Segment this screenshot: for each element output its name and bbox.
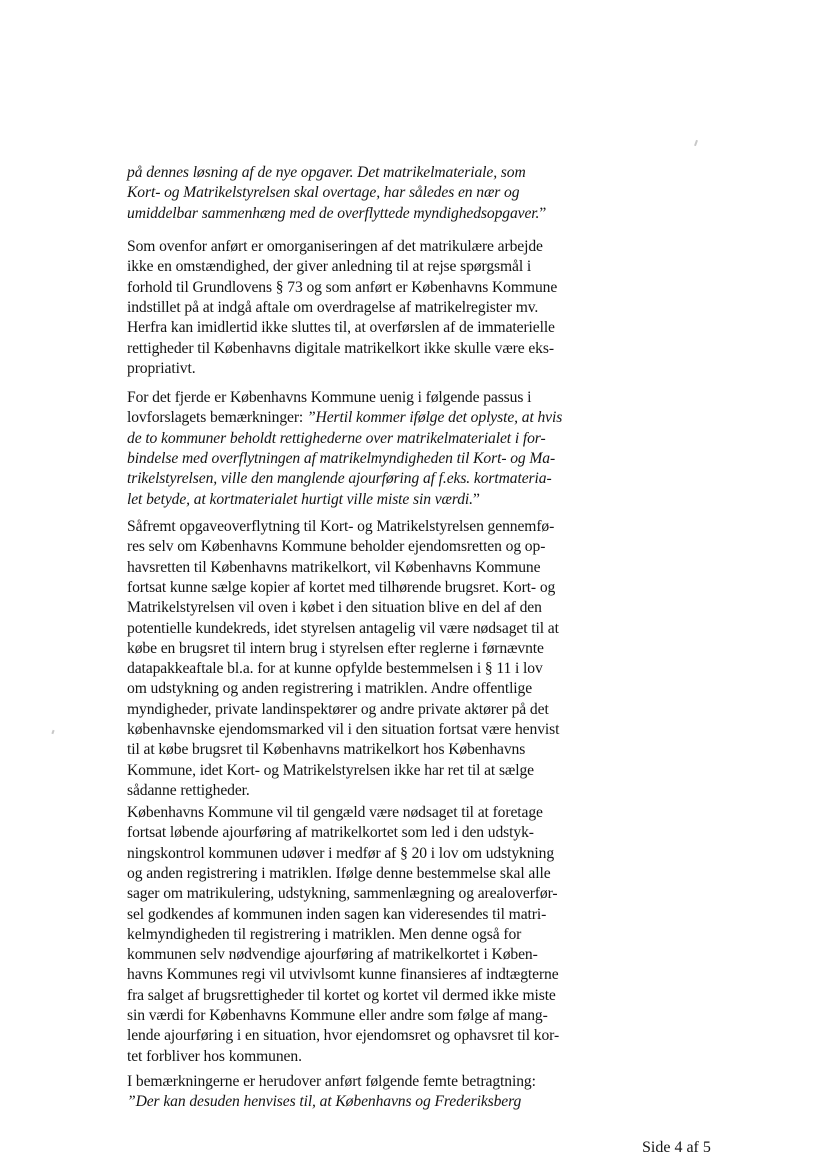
scan-speck <box>51 730 54 734</box>
text-segment: Herfra kan imidlertid ikke sluttes til, at overførslen af de immaterielle <box>127 319 555 337</box>
text-segment: fra salget af brugsrettigheder til kortet og kortet vil dermed ikke miste <box>127 986 556 1004</box>
text-line <box>127 407 562 428</box>
text-segment: til at købe brugsret til Københavns matrikelkort hos Københavns <box>127 741 526 759</box>
text-line <box>127 924 521 945</box>
text-line <box>127 297 538 318</box>
text-segment: trikelstyrelsen, ville den manglende ajourføring af f.eks. kortmateria- <box>127 470 552 488</box>
text-line <box>127 618 559 639</box>
page-number: Side 4 af 5 <box>642 1139 711 1156</box>
text-line <box>127 516 554 537</box>
text-segment: myndigheder, private landinspektører og andre private aktører på det <box>127 700 549 718</box>
text-line <box>127 658 543 679</box>
text-line <box>127 387 531 408</box>
text-segment: propriativt. <box>127 359 196 377</box>
text-segment: Københavns Kommune vil til gengæld være nødsaget til at foretage <box>127 804 543 821</box>
text-segment: købe en brugsret til intern brug i styrelsen efter reglerne i førnævnte <box>127 639 544 657</box>
text-segment: lende ajourføring i en situation, hvor ejendomsret og ophavsret til kor- <box>127 1027 560 1045</box>
text-segment: havsretten til Københavns matrikelkort, vil Københavns Kommune <box>127 558 541 576</box>
text-segment: ” <box>472 490 480 508</box>
text-line <box>127 236 543 257</box>
text-line <box>127 719 559 740</box>
text-line <box>127 162 526 183</box>
text-segment: Som ovenfor anført er omorganiseringen af det matrikulære arbejde <box>127 238 543 255</box>
text-segment: ”Der kan desuden henvises til, at Københavns og Frederiksberg <box>127 1093 522 1111</box>
text-segment: om udstykning og anden registrering i matriklen. Andre offentlige <box>127 680 533 698</box>
text-segment: let betyde, at kortmaterialet hurtigt ville miste sin værdi. <box>127 490 473 508</box>
text-segment: datapakkeaftale bl.a. for at kunne opfylde bestemmelsen i § 11 i lov <box>127 660 543 678</box>
text-segment: res selv om Københavns Kommune beholder ejendomsretten og op- <box>127 538 546 556</box>
text-line <box>127 1091 521 1112</box>
text-line <box>127 638 544 659</box>
text-line <box>127 577 555 598</box>
text-line <box>127 985 556 1006</box>
text-line <box>127 1071 536 1092</box>
text-segment: potentielle kundekreds, idet styrelsen antagelig vil være nødsaget til at <box>127 619 559 637</box>
text-line <box>127 489 480 510</box>
text-line <box>127 822 534 843</box>
text-segment: lovforslagets bemærkninger: <box>127 409 307 427</box>
text-segment: ”Hertil kommer ifølge det oplyste, at hvis <box>306 409 563 427</box>
text-segment: kommunen selv nødvendige ajourføring af matrikelkortet i Køben- <box>127 946 538 964</box>
text-line <box>127 964 559 985</box>
text-segment: tet forbliver hos kommunen. <box>127 1047 302 1065</box>
text-line <box>127 678 532 699</box>
text-line <box>127 780 250 801</box>
text-line <box>127 557 540 578</box>
text-segment: Kort- og Matrikelstyrelsen skal overtage, har således en nær og <box>127 184 520 202</box>
text-line <box>127 256 531 277</box>
text-segment: havns Kommunes regi vil utvivlsomt kunne finansieres af indtægterne <box>127 966 559 984</box>
text-segment: de to kommuner beholdt rettighederne over matrikelmaterialet i for- <box>127 429 546 447</box>
text-line <box>127 739 525 760</box>
text-line <box>127 468 552 489</box>
text-line <box>127 182 519 203</box>
text-line <box>127 203 546 224</box>
text-segment: sin værdi for Københavns Kommune eller andre som følge af mang- <box>127 1007 548 1024</box>
text-segment: på dennes løsning af de nye opgaver. Det matrikelmateriale, som <box>127 164 526 181</box>
text-segment: umiddelbar sammenhæng med de overflyttede myndighedsopgaver. <box>127 204 540 222</box>
text-segment: fortsat kunne sælge kopier af kortet med tilhørende brugsret. Kort- og <box>127 578 556 596</box>
text-segment: bindelse med overflytningen af matrikelmyndigheden til Kort- og Ma- <box>127 449 556 467</box>
text-segment: københavnske ejendomsmarked vil i den situation fortsat være henvist <box>127 721 560 738</box>
text-segment: Såfremt opgaveoverflytning til Kort- og Matrikelstyrelsen gennemfø- <box>127 518 555 535</box>
text-line <box>127 597 542 618</box>
text-line <box>127 802 543 823</box>
text-line <box>127 1046 302 1067</box>
text-segment: For det fjerde er Københavns Kommune uenig i følgende passus i <box>127 389 532 406</box>
text-line <box>127 843 554 864</box>
text-line <box>127 448 555 469</box>
text-segment: ” <box>539 204 547 222</box>
text-segment: sådanne rettigheder. <box>127 781 250 799</box>
text-line <box>127 358 196 379</box>
text-line <box>127 883 557 904</box>
text-segment: sel godkendes af kommunen inden sagen kan videresendes til matri- <box>127 905 547 923</box>
text-segment: Matrikelstyrelsen vil oven i købet i den situation blive en del af den <box>127 599 542 617</box>
text-segment: ikke en omstændighed, der giver anledning til at rejse spørgsmål i <box>127 258 532 276</box>
text-segment: fortsat løbende ajourføring af matrikelkortet som led i den udstyk- <box>127 824 534 842</box>
text-segment: indstillet på at indgå aftale om overdragelse af matrikelregister mv. <box>127 298 539 316</box>
text-line <box>127 317 555 338</box>
text-segment: I bemærkningerne er herudover anført følgende femte betragtning: <box>127 1073 536 1090</box>
text-line <box>127 944 538 965</box>
text-line <box>127 1005 548 1026</box>
text-line <box>127 536 545 557</box>
text-line <box>127 760 534 781</box>
text-line <box>127 904 546 925</box>
text-segment: rettigheder til Københavns digitale matrikelkort ikke skulle være eks- <box>127 339 554 357</box>
text-line <box>127 277 557 298</box>
text-segment: kelmyndigheden til registrering i matriklen. Men denne også for <box>127 925 522 943</box>
text-line <box>127 1025 559 1046</box>
text-segment: Kommune, idet Kort- og Matrikelstyrelsen ikke har ret til at sælge <box>127 761 534 779</box>
text-line <box>127 699 549 720</box>
scan-speck <box>694 140 698 146</box>
text-segment: ningskontrol kommunen udøver i medfør af § 20 i lov om udstykning <box>127 844 555 862</box>
text-line <box>127 863 551 884</box>
text-segment: sager om matrikulering, udstykning, sammenlægning og arealoverfør- <box>127 885 558 903</box>
text-segment: og anden registrering i matriklen. Ifølge denne bestemmelse skal alle <box>127 864 551 882</box>
text-segment: forhold til Grundlovens § 73 og som anført er Københavns Kommune <box>127 278 558 296</box>
text-line <box>127 428 546 449</box>
text-line <box>127 338 554 359</box>
